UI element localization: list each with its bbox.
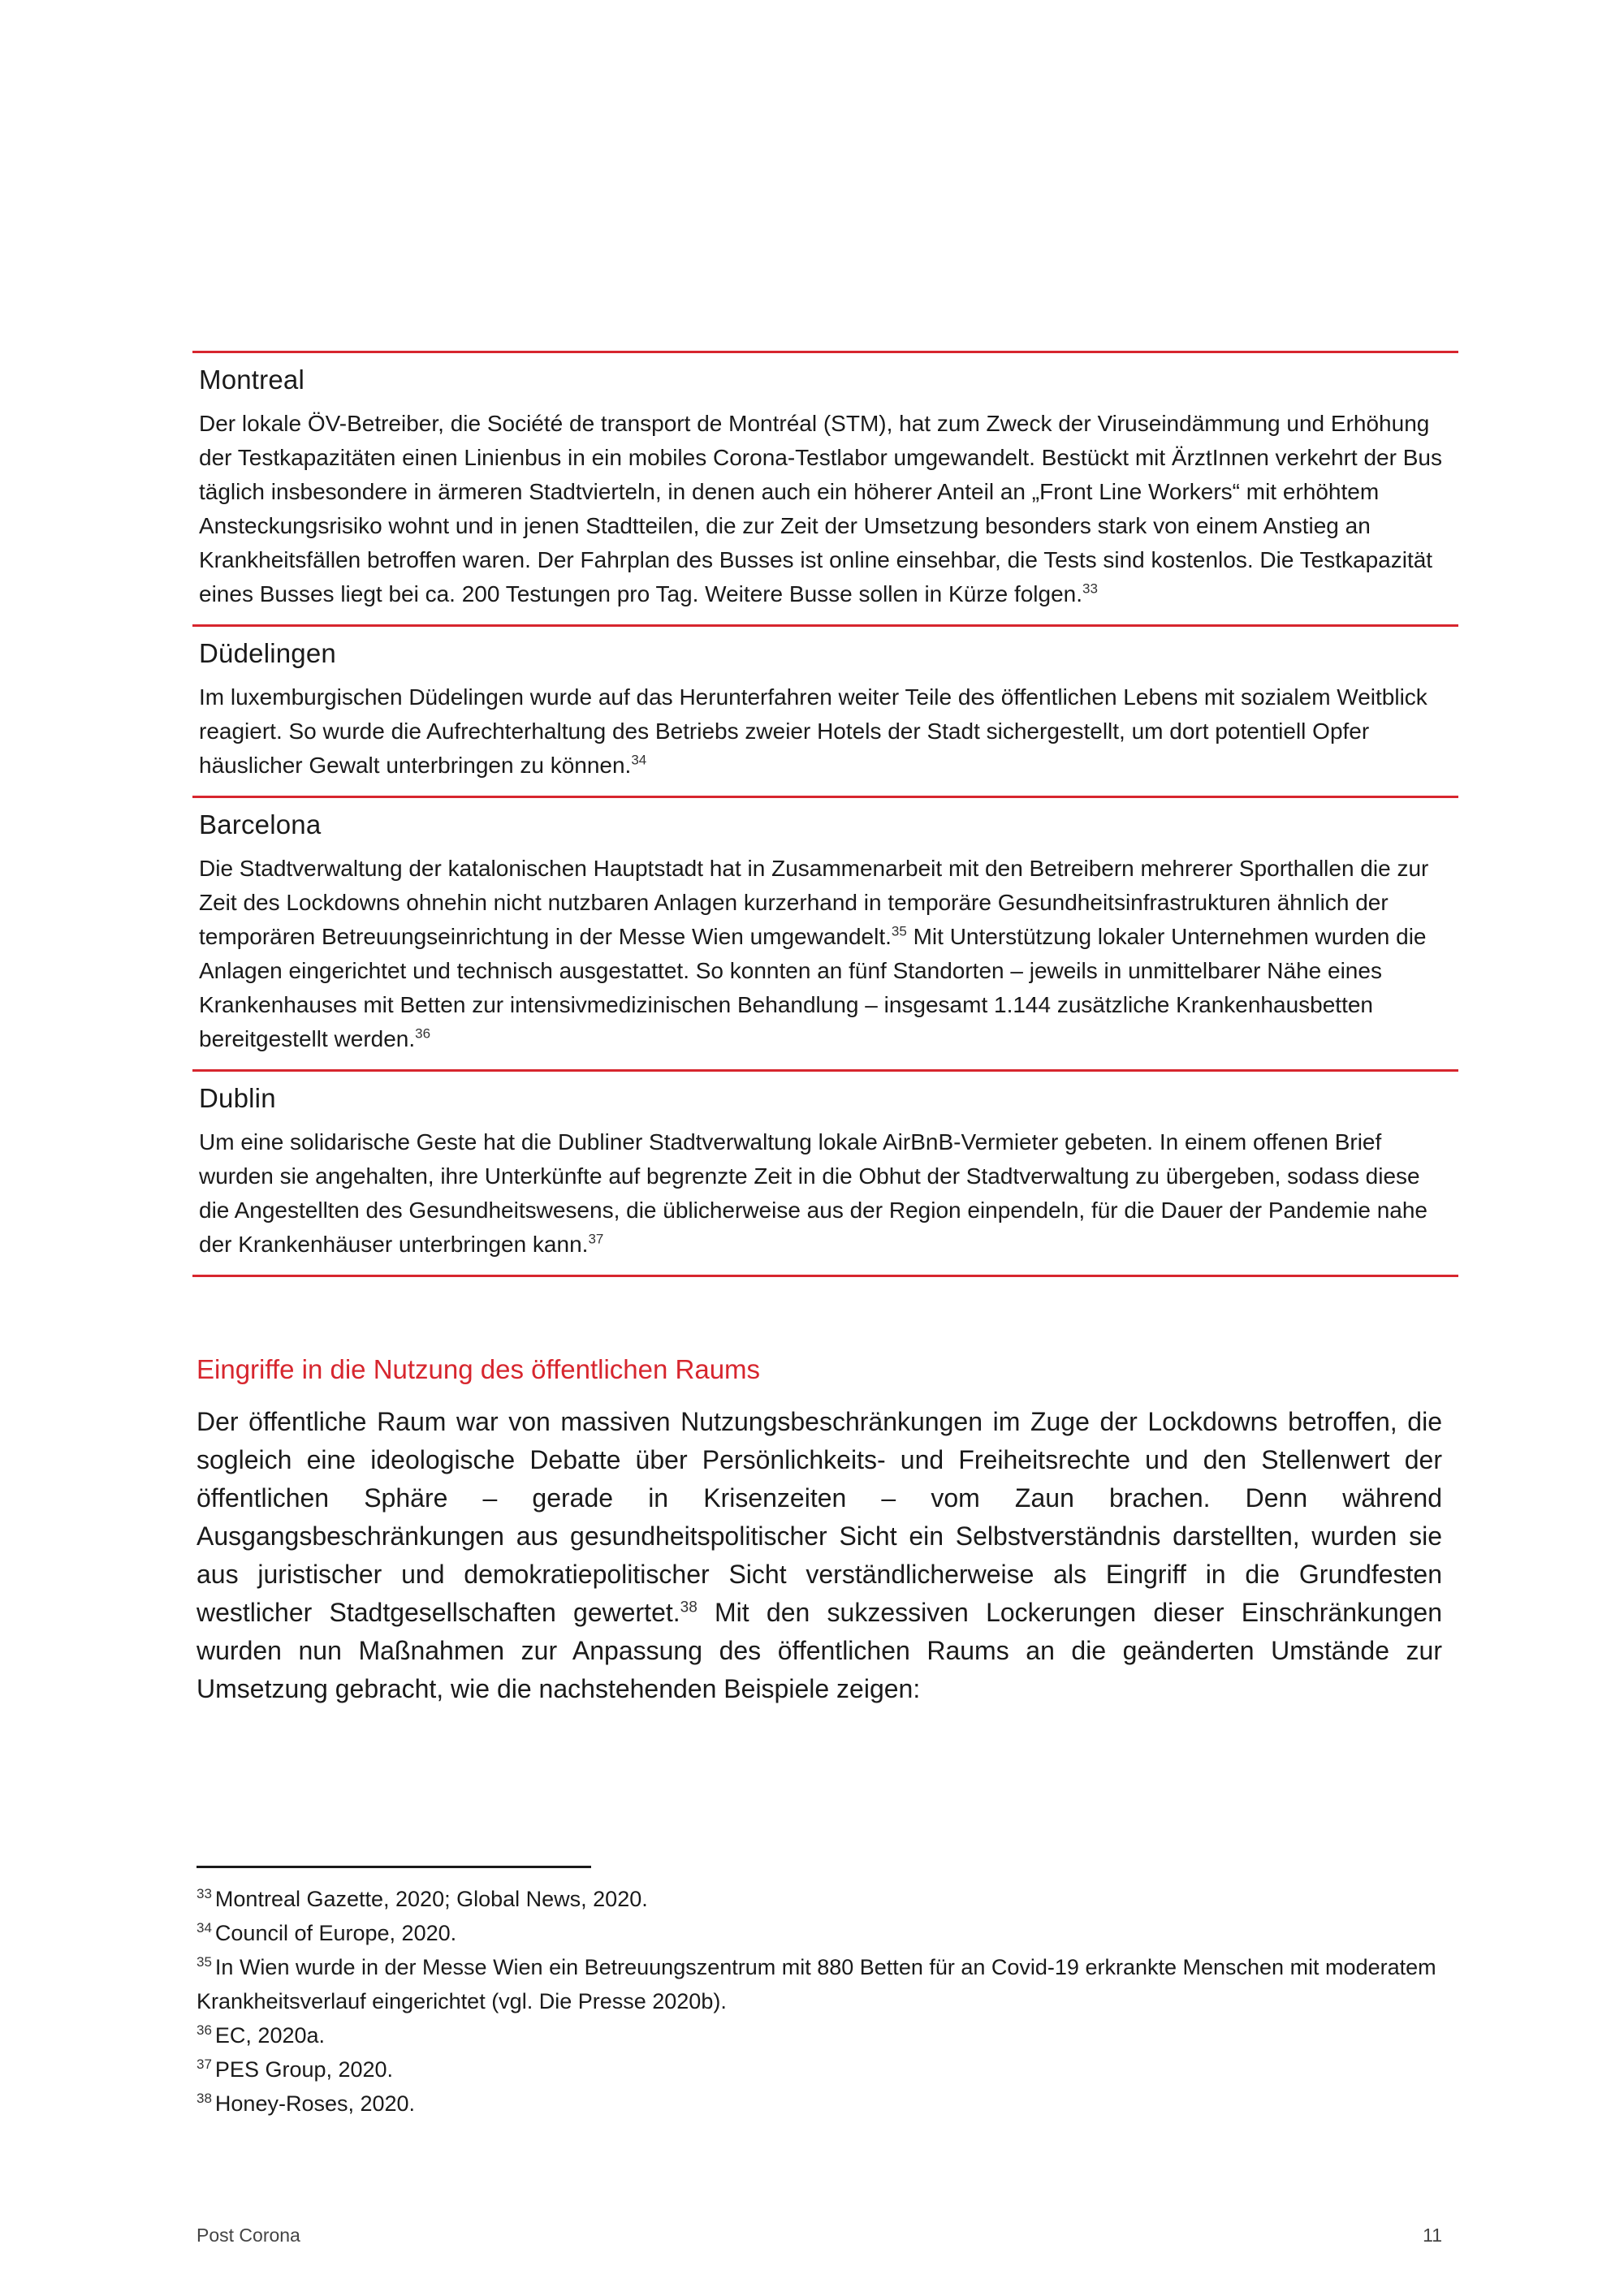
footnote-text: Council of Europe, 2020. <box>214 1921 457 1945</box>
footnote <box>197 1950 1447 2018</box>
section-body-text-continued: Mit den sukzessiven Lockerungen dieser Einschränkungen wurden nun Maßnahmen zur Anpassung des öffentlichen Raums an die geänderten Umstände zur Umsetzung gebracht, wie die nachstehenden Beispiele zeigen: <box>197 1598 1443 1703</box>
case-duedelingen <box>192 624 1458 796</box>
footer-title: Post Corona <box>197 2225 300 2246</box>
case-text <box>199 1125 1452 1262</box>
footnote <box>197 1916 1447 1950</box>
case-text <box>199 680 1452 783</box>
case-body-continued: Mit Unterstützung lokaler Unternehmen wurden die Anlagen eingerichtet und technisch ausgestattet. So konnten an fünf Standorten – jeweils in unmittelbarer Nähe eines Krankenhauses mit Betten zur intensivmedizinischen Behandlung – insgesamt 1.144 zusätzliche Krankenhausbetten bereitgestellt werden. <box>199 924 1427 1051</box>
footnote-text: PES Group, 2020. <box>214 2057 394 2082</box>
footnote-number: 36 <box>197 2022 212 2038</box>
footnote-text: In Wien wurde in der Messe Wien ein Betreuungszentrum mit 880 Betten für an Covid-19 erkrankte Menschen mit moderatem Krankheitsverlauf eingerichtet (vgl. Die Presse 2020b). <box>197 1955 1436 2013</box>
page-number: 11 <box>1423 2225 1442 2246</box>
section-title: Eingriffe in die Nutzung des öffentlichen Raums <box>197 1354 761 1384</box>
case-dublin <box>192 1069 1458 1277</box>
case-body: Der lokale ÖV-Betreiber, die Société de transport de Montréal (STM), hat zum Zweck der Viruseindämmung und Erhöhung der Testkapazitäten einen Linienbus in ein mobiles Corona-Testlabor umgewandelt. Bestückt mit ÄrztInnen verkehrt der Bus täglich insbesondere in ärmeren Stadtvierteln, in denen auch ein höherer Anteil an „Front Line Workers“ mit erhöhtem Ansteckungsrisiko wohnt und in jenen Stadtteilen, die zur Zeit der Umsetzung besonders stark von einem Anstieg an Krankheitsfällen betroffen waren. Der Fahrplan des Busses ist online einsehbar, die Tests sind kostenlos. Die Testkapazität eines Busses liegt bei ca. 200 Testungen pro Tag. Weitere Busse sollen in Kürze folgen. <box>199 411 1442 606</box>
footnote-text: Montreal Gazette, 2020; Global News, 2020. <box>214 1887 648 1911</box>
case-title: Dublin <box>199 1083 276 1113</box>
footnote <box>197 2018 1447 2052</box>
case-title: Düdelingen <box>199 638 336 668</box>
case-body: Um eine solidarische Geste hat die Dubliner Stadtverwaltung lokale AirBnB-Vermieter gebeten. In einem offenen Brief wurden sie angehalten, ihre Unterkünfte auf begrenzte Zeit in die Obhut der Stadtverwaltung zu übergeben, sodass diese die Angestellten des Gesundheitswesens, die üblicherweise aus der Region einpendeln, für die Dauer der Pandemie nahe der Krankenhäuser unterbringen kann. <box>199 1129 1427 1257</box>
footnote-number: 33 <box>197 1886 212 1901</box>
section-body <box>197 1403 1442 1708</box>
case-body: Die Stadtverwaltung der katalonischen Hauptstadt hat in Zusammenarbeit mit den Betreibern mehrerer Sporthallen die zur Zeit des Lockdowns ohnehin nicht nutzbaren Anlagen kurzerhand in temporäre Gesundheitsinfrastrukturen ähnlich der temporären Betreuungseinrichtung in der Messe Wien umgewandelt. <box>199 856 1429 949</box>
footnote <box>197 2087 1447 2121</box>
case-studies-box <box>192 351 1458 1277</box>
case-body: Im luxemburgischen Düdelingen wurde auf das Herunterfahren weiter Teile des öffentlichen Lebens mit sozialem Weitblick reagiert. So wurde die Aufrechterhaltung des Betriebs zweier Hotels der Stadt sichergestellt, um dort potentiell Opfer häuslicher Gewalt unterbringen zu können. <box>199 684 1427 778</box>
case-text <box>199 852 1452 1056</box>
footnote-number: 37 <box>197 2056 212 2072</box>
footnote-number: 34 <box>197 1920 212 1936</box>
footnote-ref[interactable]: 34 <box>631 752 647 768</box>
footnote-ref[interactable]: 35 <box>891 923 907 939</box>
footnote-ref[interactable]: 36 <box>415 1025 431 1042</box>
footnote-ref[interactable]: 37 <box>588 1231 604 1247</box>
footnote-ref[interactable]: 38 <box>680 1599 698 1616</box>
case-title: Montreal <box>199 365 304 395</box>
footnote-text: Honey-Roses, 2020. <box>214 2091 416 2116</box>
footnotes-list <box>197 1882 1447 2121</box>
footnote-divider <box>197 1866 591 1868</box>
footnote-number: 35 <box>197 1954 212 1970</box>
footnote-ref[interactable]: 33 <box>1082 580 1098 597</box>
footnote <box>197 1882 1447 1916</box>
case-montreal <box>192 351 1458 624</box>
footnote-text: EC, 2020a. <box>214 2023 326 2048</box>
section-body-text: Der öffentliche Raum war von massiven Nutzungsbeschränkungen im Zuge der Lockdowns betroffen, die sogleich eine ideologische Debatte über Persönlichkeits- und Freiheitsrechte und den Stellenwert der öffentlichen Sphäre – gerade in Krisenzeiten – vom Zaun brachen. Denn während Ausgangsbeschränkungen aus gesundheitspolitischer Sicht ein Selbstverständnis darstellten, wurden sie aus juristischer und demokratiepolitischer Sicht verständlicherweise als Eingriff in die Grundfesten westlicher Stadtgesellschaften gewertet. <box>197 1407 1442 1627</box>
case-barcelona <box>192 796 1458 1069</box>
case-text <box>199 407 1452 611</box>
footnote <box>197 2052 1447 2087</box>
footnote-number: 38 <box>197 2091 212 2106</box>
case-title: Barcelona <box>199 809 322 839</box>
